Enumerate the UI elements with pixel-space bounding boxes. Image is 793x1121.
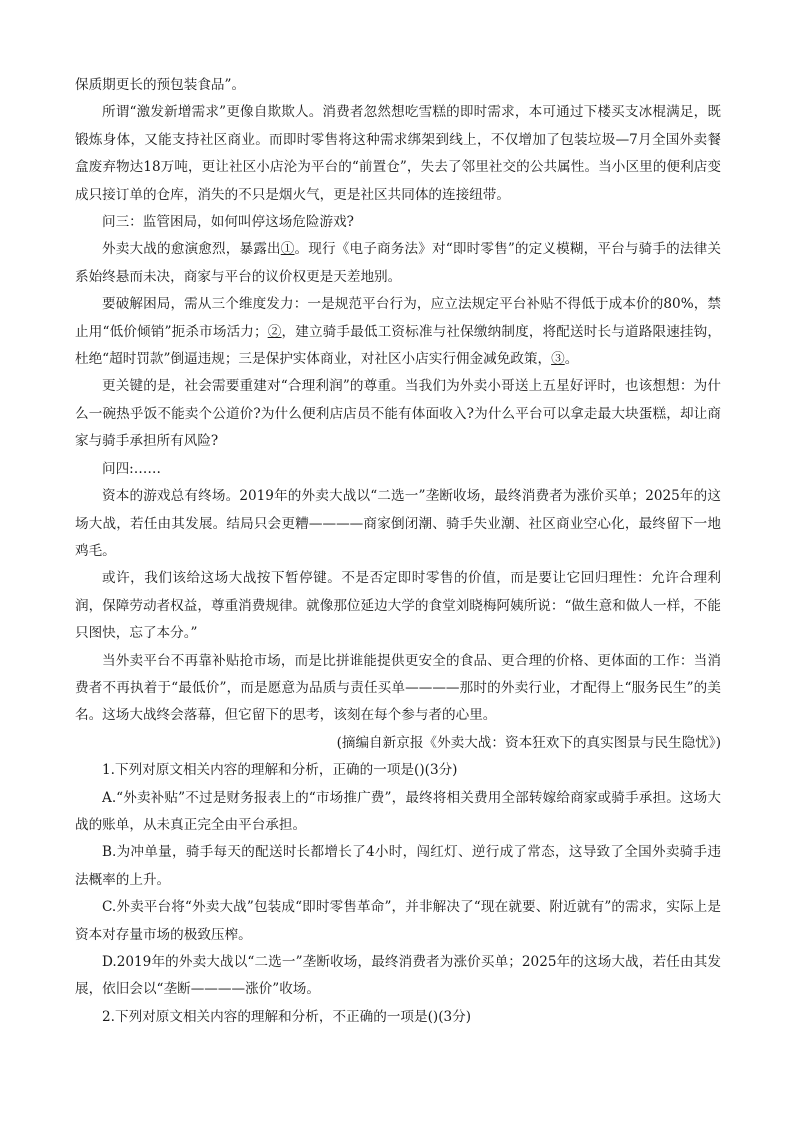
document-page	[75, 72, 721, 1031]
text-segment: 。	[564, 351, 579, 368]
text-segment: ，建立骑手最低工资标准与社保缴纳制度，将配送时长与道路限速挂钩，杜绝“超时罚款”倒逼违规；三是保护实体商业，对社区小店实行佣金减免政策，	[75, 323, 722, 368]
paragraph: 所谓“激发新增需求”更像自欺欺人。消费者忽然想吃雪糕的即时需求，本可通过下楼买支冰棍满足，既锻炼身体，又能支持社区商业。而即时零售将这种需求绑架到线上，不仅增加了包装垃圾—7月全国外卖餐盒废弃物达18万吨，更让社区小店沦为平台的“前置仓”，失去了邻里社交的公共属性。当小区里的便利店变成只接订单的仓库，消失的不只是烟火气，更是社区共同体的连接纽带。	[75, 104, 721, 203]
text-segment: 外卖大战的愈演愈烈，暴露出	[102, 241, 281, 258]
section-heading: 问四:……	[102, 460, 161, 477]
question-1-option-a: A.“外卖补贴”不过是财务报表上的“市场推广费”，最终将相关费用全部转嫁给商家或骑手承担。这场大战的账单，从未真正完全由平台承担。	[75, 789, 721, 833]
source-citation: (摘编自新京报《外卖大战：资本狂欢下的真实图景与民生隐忧》)	[336, 734, 721, 751]
paragraph	[75, 291, 721, 373]
question-2-stem: 2.下列对原文相关内容的理解和分析，不正确的一项是()(3分)	[102, 1008, 472, 1025]
text-segment: 。现行《电子商务法》对“即时零售”的定义模糊，平台与骑手的法律关系始终悬而未决，商家与平台的议价权更是天差地别。	[75, 241, 721, 285]
question-1-option-d: D.2019年的外卖大战以“二选一”垄断收场，最终消费者为涨价买单；2025年的这场大战，若任由其发展，依旧会以“垄断————涨价”收场。	[75, 954, 721, 998]
question-1-stem: 1.下列对原文相关内容的理解和分析，正确的一项是()(3分)	[102, 762, 458, 779]
paragraph: 当外卖平台不再靠补贴抢市场，而是比拼谁能提供更安全的食品、更合理的价格、更体面的工作：当消费者不再执着于“最低价”，而是愿意为品质与责任买单————那时的外卖行业，才配得上“服务民生”的美名。这场大战终会落幕，但它留下的思考，该刻在每个参与者的心里。	[75, 652, 721, 724]
paragraph: 保质期更长的预包装食品”。	[75, 77, 246, 93]
blank-marker-1: ①	[280, 241, 295, 258]
blank-marker-2: ②	[267, 323, 282, 340]
paragraph: 资本的游戏总有终场。2019年的外卖大战以“二选一”垄断收场，最终消费者为涨价买单；2025年的这场大战，若任由其发展。结局只会更糟————商家倒闭潮、骑手失业潮、社区商业空心化，最终留下一地鸡毛。	[75, 488, 721, 559]
question-1-option-b: B.为冲单量，骑手每天的配送时长都增长了4小时，闯红灯、逆行成了常态，这导致了全国外卖骑手违法概率的上升。	[75, 844, 721, 888]
section-heading: 问三：监管困局，如何叫停这场危险游戏?	[102, 214, 354, 231]
paragraph: 更关键的是，社会需要重建对“合理利润”的尊重。当我们为外卖小哥送上五星好评时，也该想想：为什么一碗热乎饭不能卖个公道价?为什么便利店店员不能有体面收入?为什么平台可以拿走最大块蛋糕，却让商家与骑手承担所有风险?	[75, 378, 721, 450]
paragraph: 或许，我们该给这场大战按下暂停键。不是否定即时零售的价值，而是要让它回归理性：允许合理利润，保障劳动者权益，尊重消费规律。就像那位延边大学的食堂刘晓梅阿姨所说：“做生意和做人一样，不能只图快，忘了本分。”	[75, 570, 721, 642]
blank-marker-3: ③	[551, 351, 565, 368]
paragraph	[75, 236, 721, 291]
question-1-option-c: C.外卖平台将“外卖大战”包装成“即时零售革命”，并非解决了“现在就要、附近就有”的需求，实际上是资本对存量市场的极致压榨。	[75, 899, 721, 943]
text-segment: 要破解困局，需从三个维度发力：一是规范平台行为，应立法规定平台补贴不得低于成本价的80%，禁止用“低价倾销”扼杀市场活力；	[75, 296, 721, 340]
